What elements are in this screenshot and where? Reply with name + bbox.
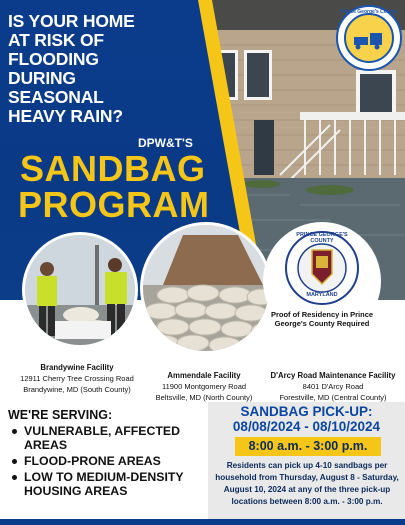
bullet-icon [12, 429, 17, 434]
facility-brandywine [2, 362, 152, 395]
county-dpwt-seal-top: Prince George's County [336, 5, 402, 71]
facility-name: Ammendale Facility [167, 371, 241, 380]
serving-list [12, 424, 184, 500]
facility-name: Brandywine Facility [40, 363, 114, 372]
facility-city: Brandywine, MD (South County) [23, 385, 131, 394]
bullet-icon [12, 459, 17, 464]
headline-question: IS YOUR HOME AT RISK OF FLOODING DURING SEASONAL HEAVY RAIN? [8, 11, 135, 126]
facility-ammendale [138, 370, 270, 403]
seal-state-name: MARYLAND [306, 292, 338, 298]
facility-address: 12911 Cherry Tree Crossing Road [20, 374, 134, 383]
program-title-sandbag: SANDBAG [20, 148, 206, 189]
serving-item: LOW TO MEDIUM-DENSITY HOUSING AREAS [12, 470, 184, 498]
workers-photo [22, 232, 138, 348]
pickup-dates: 08/08/2024 - 08/10/2024 [232, 419, 381, 434]
serving-item: VULNERABLE, AFFECTED AREAS [12, 424, 184, 452]
pickup-title: SANDBAG PICK-UP: [240, 404, 373, 419]
serving-title: WE'RE SERVING: [8, 408, 113, 422]
facility-city: Beltsville, MD (North County) [155, 393, 253, 402]
dpwt-subhead: DPW&T'S [138, 136, 193, 150]
bottom-bar [0, 519, 405, 525]
pickup-time: 8:00 a.m. - 3:00 p.m. [248, 439, 368, 453]
proof-of-residency-text: Proof of Residency in Prince George's County Required [270, 310, 374, 328]
facility-name: D'Arcy Road Maintenance Facility [270, 371, 396, 380]
serving-item: FLOOD-PRONE AREAS [12, 454, 184, 468]
seal-county-name: PRINCE GEORGE'S COUNTY [296, 232, 348, 244]
facility-address: 8401 D'Arcy Road [302, 382, 364, 391]
program-title-program: PROGRAM [18, 184, 210, 225]
facility-darcy-road [262, 370, 404, 403]
facility-address: 11900 Montgomery Road [161, 382, 247, 391]
facility-city: Forestville, MD (Central County) [279, 393, 387, 402]
sandbag-pile-photo [140, 222, 272, 354]
pickup-details: Residents can pick up 4-10 sandbags per household from Thursday, August 8 - Saturday, August 10, 2024 at any of the three pick-up locations between 8:00 a.m. - 3:00 p.m. [215, 461, 399, 506]
bullet-icon [12, 475, 17, 480]
